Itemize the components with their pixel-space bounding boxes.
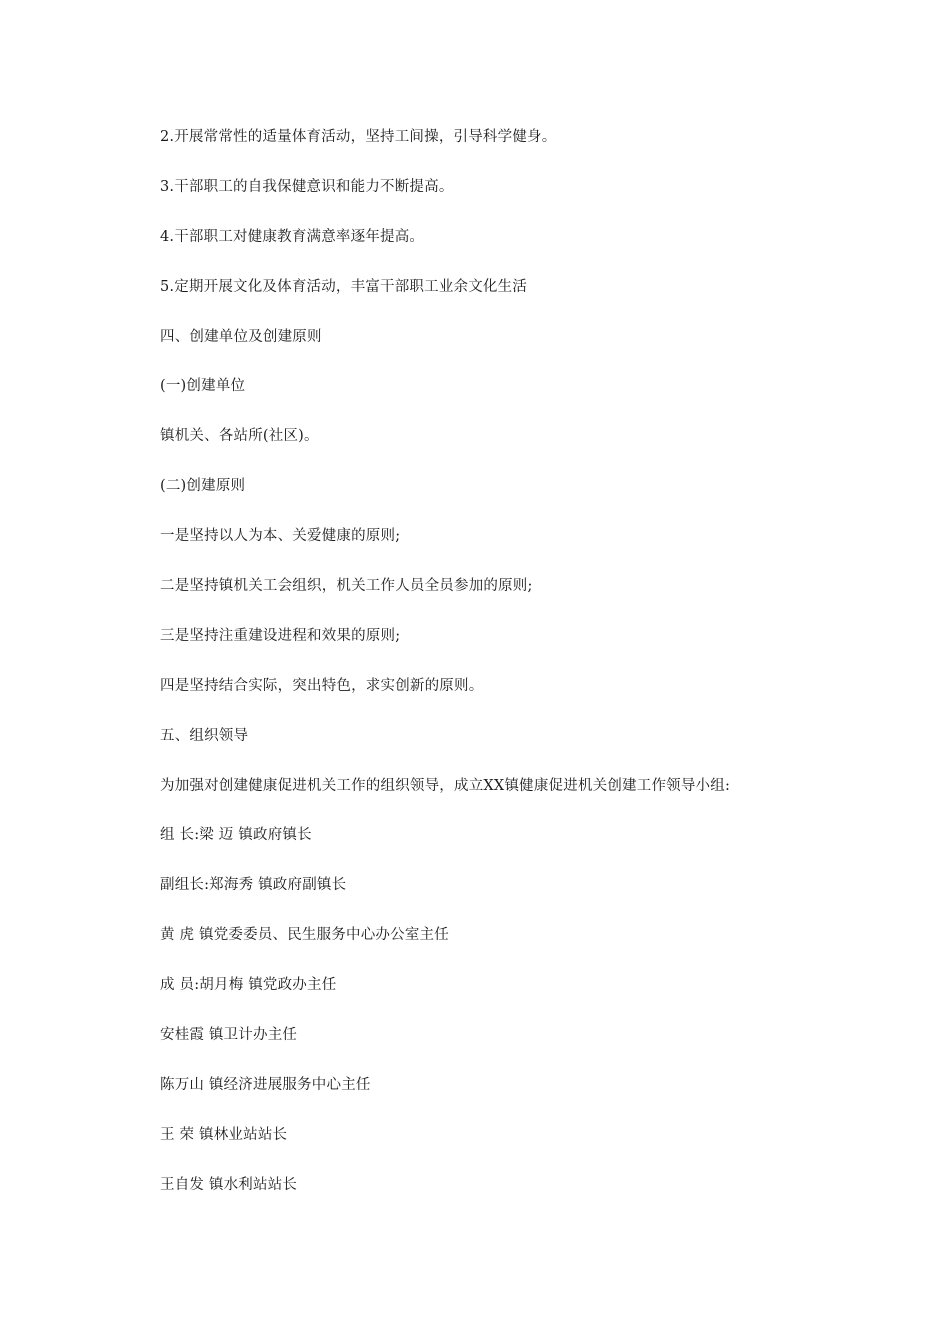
- list-item-4: 4.干部职工对健康教育满意率逐年提高。: [160, 228, 425, 245]
- section-heading-4: 四、创建单位及创建原则: [160, 328, 322, 345]
- paragraph: 为加强对创建健康促进机关工作的组织领导，成立XX镇健康促进机关创建工作领导小组:: [160, 777, 731, 794]
- member-row: 安桂霞 镇卫计办主任: [160, 1027, 298, 1044]
- principle-item-2: 二是坚持镇机关工会组织，机关工作人员全员参加的原则;: [160, 578, 533, 595]
- document-body: [160, 126, 860, 1224]
- principle-item-4: 四是坚持结合实际，突出特色，求实创新的原则。: [160, 677, 484, 694]
- list-item-3: 3.干部职工的自我保健意识和能力不断提高。: [160, 178, 454, 195]
- member-row: 陈万山 镇经济进展服务中心主任: [160, 1076, 371, 1093]
- paragraph: 镇机关、各站所(社区)。: [160, 428, 319, 445]
- list-item-2: 2.开展常常性的适量体育活动，坚持工间操，引导科学健身。: [160, 129, 557, 145]
- member-row: 王 荣 镇林业站站长: [160, 1126, 288, 1143]
- principle-item-1: 一是坚持以人为本、关爱健康的原则;: [160, 528, 401, 545]
- section-heading-5: 五、组织领导: [160, 727, 249, 744]
- member-row: 黄 虎 镇党委委员、民生服务中心办公室主任: [160, 927, 449, 944]
- principle-item-3: 三是坚持注重建设进程和效果的原则;: [160, 627, 401, 644]
- member-row: 组 长:梁 迈 镇政府镇长: [160, 827, 312, 844]
- list-item-5: 5.定期开展文化及体育活动，丰富干部职工业余文化生活: [160, 278, 528, 295]
- member-row: 副组长:郑海秀 镇政府副镇长: [160, 877, 347, 894]
- member-row: 成 员:胡月梅 镇党政办主任: [160, 977, 337, 994]
- subsection-heading-1: (一)创建单位: [160, 378, 246, 395]
- subsection-heading-2: (二)创建原则: [160, 478, 246, 495]
- member-row: 王自发 镇水利站站长: [160, 1176, 298, 1193]
